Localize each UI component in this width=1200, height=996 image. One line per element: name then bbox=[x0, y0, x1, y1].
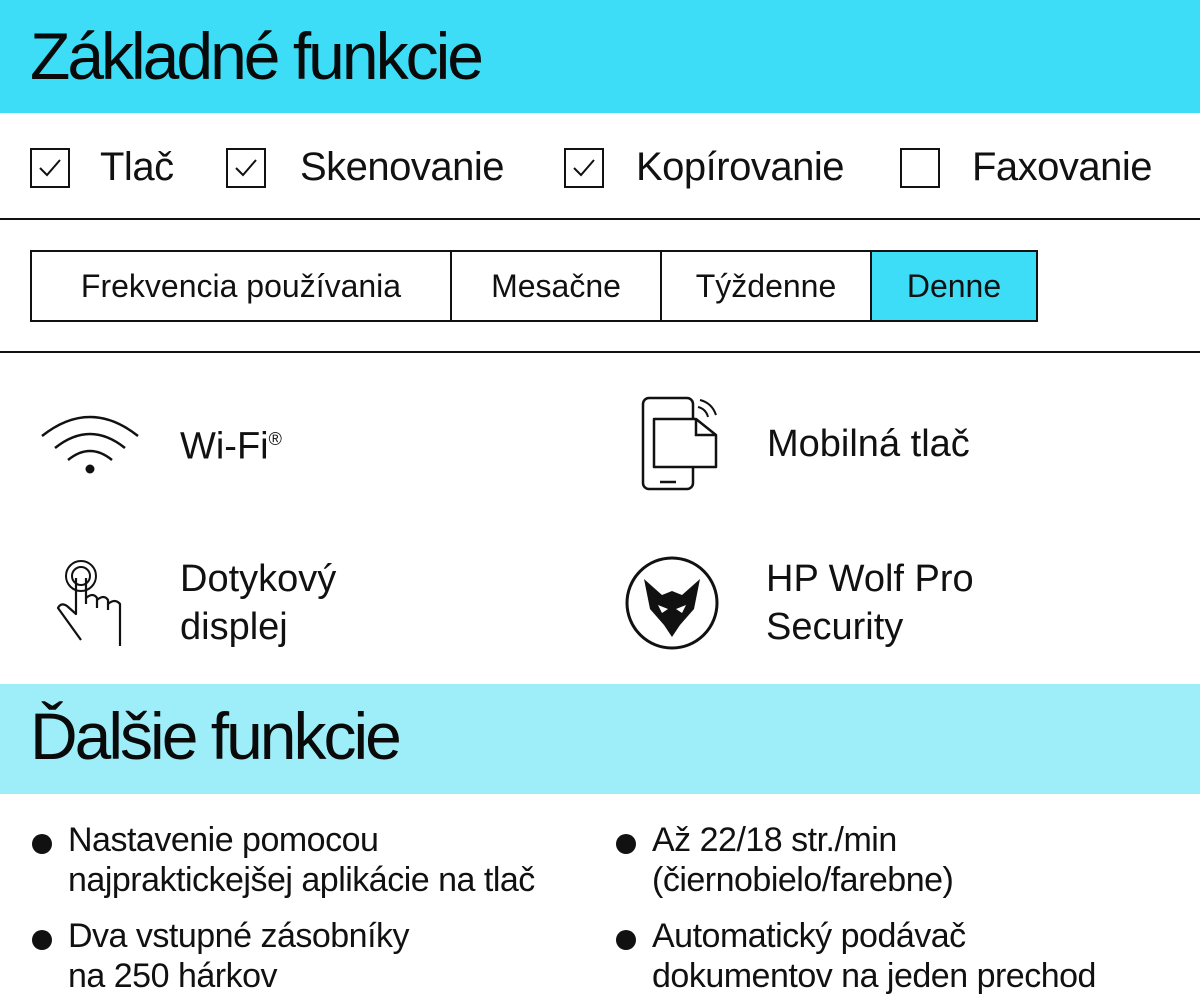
feature-mobile-print bbox=[640, 395, 970, 493]
function-copy-label: Kopírovanie bbox=[636, 145, 844, 189]
function-print-label: Tlač bbox=[100, 145, 174, 189]
wifi-icon bbox=[40, 410, 140, 476]
list-item bbox=[616, 916, 1096, 996]
frequency-option-weekly[interactable]: Týždenne bbox=[662, 252, 872, 320]
function-fax[interactable] bbox=[900, 145, 1152, 190]
feature-touch-display bbox=[55, 555, 336, 651]
more-functions-title: Ďalšie funkcie bbox=[30, 699, 399, 773]
checkmark-icon bbox=[37, 157, 63, 179]
frequency-option-daily[interactable]: Denne bbox=[872, 252, 1036, 320]
feature-wifi bbox=[40, 410, 282, 476]
basic-functions-title: Základné funkcie bbox=[30, 19, 481, 93]
checkmark-icon bbox=[233, 157, 259, 179]
list-item bbox=[32, 820, 535, 900]
function-scan-label: Skenovanie bbox=[300, 145, 505, 189]
function-print[interactable] bbox=[30, 145, 174, 190]
registered-mark: ® bbox=[268, 429, 282, 450]
bullet-icon bbox=[616, 834, 636, 854]
feature-touch-display-label: Dotykový displej bbox=[180, 558, 337, 648]
feature-wifi-label bbox=[180, 415, 282, 471]
usage-frequency-scale bbox=[30, 250, 1038, 322]
function-fax-label: Faxovanie bbox=[972, 145, 1153, 189]
bullet-icon bbox=[616, 930, 636, 950]
list-item-text: Automatický podávač dokumentov na jeden prechod bbox=[652, 917, 1096, 995]
divider bbox=[0, 351, 1200, 353]
list-item bbox=[616, 820, 953, 900]
list-item-text: Nastavenie pomocou najpraktickejšej aplikácie na tlač bbox=[68, 821, 535, 899]
frequency-option-monthly[interactable]: Mesačne bbox=[452, 252, 662, 320]
basic-functions-header bbox=[0, 0, 1200, 113]
checkmark-icon bbox=[571, 157, 597, 179]
feature-hp-wolf bbox=[624, 555, 974, 651]
bullet-icon bbox=[32, 834, 52, 854]
function-copy[interactable] bbox=[564, 145, 844, 190]
bullet-icon bbox=[32, 930, 52, 950]
list-item-text: Dva vstupné zásobníky na 250 hárkov bbox=[68, 917, 410, 995]
checkbox-print[interactable] bbox=[30, 148, 70, 188]
list-item-text: Až 22/18 str./min (čiernobielo/farebne) bbox=[652, 821, 954, 899]
checkbox-fax[interactable] bbox=[900, 148, 940, 188]
feature-hp-wolf-label: HP Wolf Pro Security bbox=[766, 558, 974, 648]
hp-wolf-icon bbox=[624, 555, 720, 651]
function-scan[interactable] bbox=[226, 145, 504, 190]
divider bbox=[0, 218, 1200, 220]
checkbox-scan[interactable] bbox=[226, 148, 266, 188]
wifi-text: Wi-Fi bbox=[180, 425, 269, 468]
mobile-print-icon bbox=[640, 395, 722, 493]
function-checklist bbox=[0, 113, 1200, 219]
touch-display-icon bbox=[55, 558, 127, 648]
usage-frequency-label: Frekvencia používania bbox=[32, 252, 452, 320]
more-functions-header bbox=[0, 684, 1200, 794]
feature-mobile-print-label: Mobilná tlač bbox=[767, 423, 970, 465]
checkbox-copy[interactable] bbox=[564, 148, 604, 188]
list-item bbox=[32, 916, 409, 996]
